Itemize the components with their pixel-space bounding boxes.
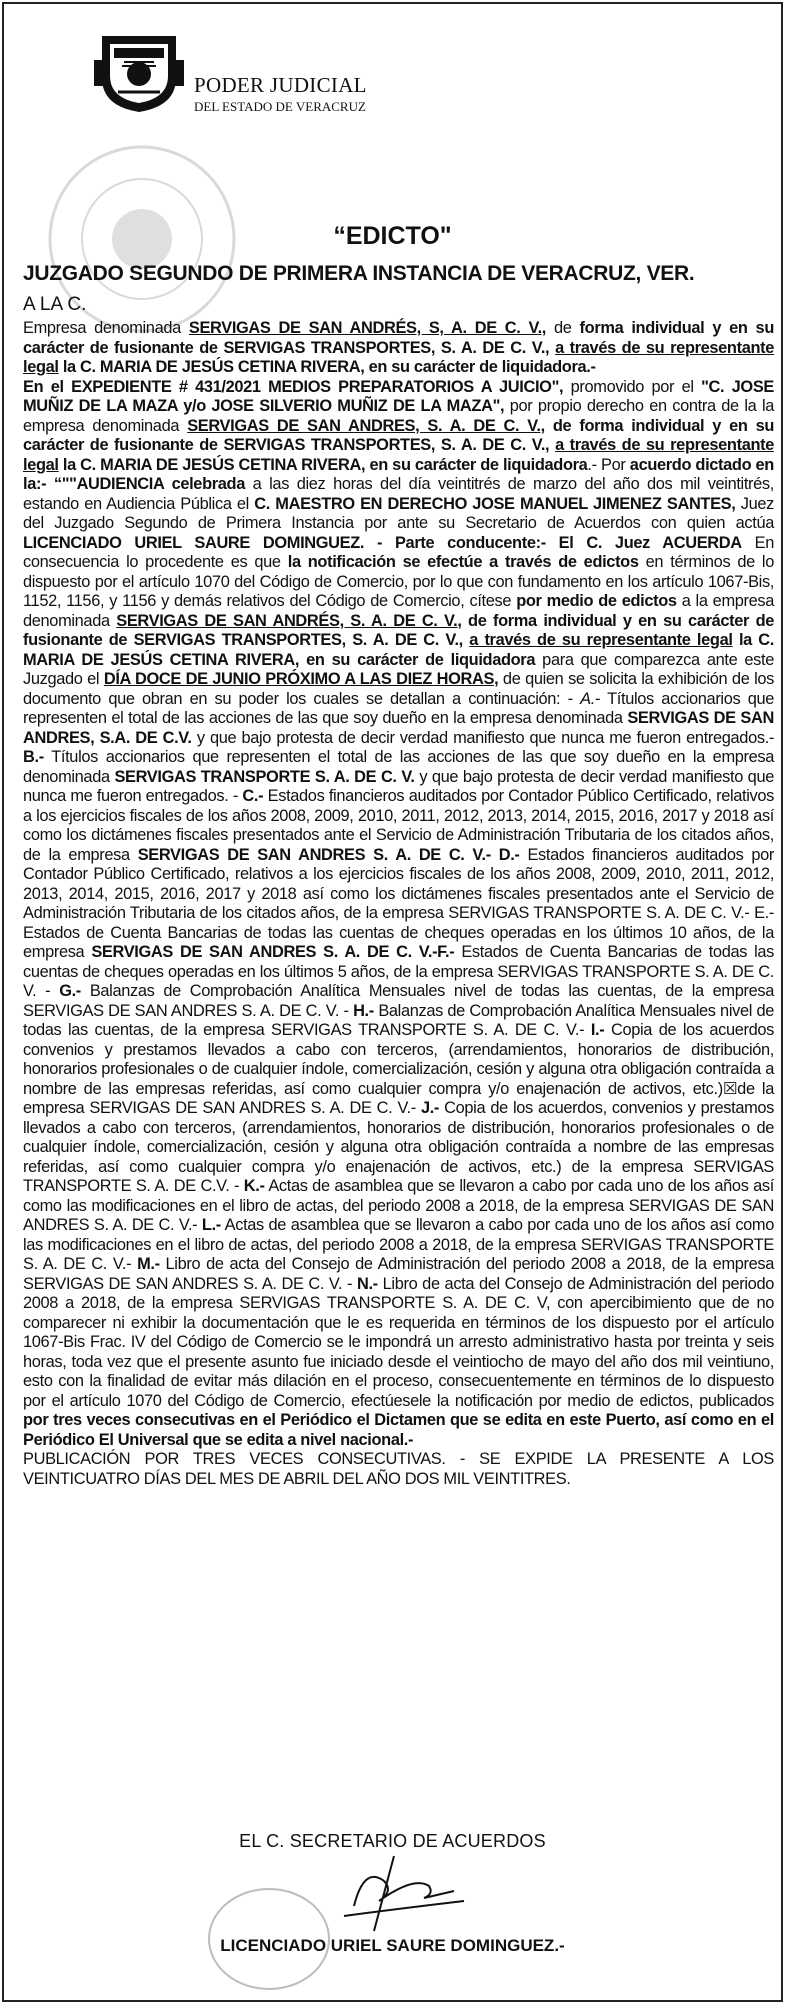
text-run: a la empresa denominada [23,592,774,630]
text-run: Juez del Juzgado Segundo de Primera Instancia por ante su Secretario de Acuerdos con quien actúa [23,494,775,532]
text-run: Títulos accionarios que representen el total de las acciones de las que soy dueño en la empresa denominada [23,748,774,786]
handwritten-signature-icon [334,1846,474,1936]
text-run: M.- [137,1255,160,1273]
text-run: en términos de lo dispuesto por el artículo 1070 del Código de Comercio, por lo que con fundamento en los artículo 1067-Bis, 1152, 1156, y 1156 y demás relativos del Código de Comercio, cítese [23,553,774,610]
text-run: de quien se solicita la exhibición de los documento que obran en su poder los cuales se detallan a continuación: - [23,670,774,708]
text-run: LICENCIADO URIEL SAURE DOMINGUEZ. - Parte conducente:- El C. Juez ACUERDA [23,533,742,552]
text-run: acuerdo dictado en la:- “""AUDIENCIA celebrada [23,455,774,493]
signature-title: EL C. SECRETARIO DE ACUERDOS [239,1831,546,1851]
text-run: N.- [356,1274,378,1293]
text-run: por tres veces consecutivas en el Periódico el Dictamen que se edita en este Puerto, así como en el Periódico El Universal que se edita a nivel nacional.- [23,1411,774,1449]
paragraph-publication: PUBLICACIÓN POR TRES VECES CONSECUTIVAS. - SE EXPIDE LA PRESENTE A LOS VEINTICUATRO DÍAS DEL MES DE ABRIL DEL AÑO DOS MIL VEINTITRES. [23,1450,774,1488]
text-run: Estados financieros auditados por Contador Público Certificado, relativos a los ejercicios fiscales de los años 2008, 2009, 2010, 2011, 2012, 2013, 2014, 2015, 2016, 2017 y 2018 así como los dictámenes fiscales presentados ante el Servicio de Administración Tributaria de los citados años, de la empresa SERVIGAS TRANSPORTE S. A. DE C. V.- E.- Estados de Cuenta Bancarias de todas las cuentas de cheques operadas en los últimos 10 años, de la empresa [23,845,774,961]
text-run: Estados financieros auditados por Contador Público Certificado, relativos a los ejercicios fiscales de los años 2008, 2009, 2010, 2011, 2012, 2013, 2014, 2015, 2016, 2017 y 2018 así como los dictámenes fiscales presentados ante el Servicio de Administración Tributaria de los citados años, de la empresa [23,787,774,864]
text-run: de forma individual y en su carácter de fusionante de SERVIGAS TRANSPORTES, S. A. DE C. V., [23,416,775,454]
text-run: .- Por [587,455,630,474]
text-run: para que comparezca ante este Juzgado el [23,650,774,688]
text-run: a través de su representante legal [469,631,733,649]
edict-page [2,2,783,2002]
text-run: la C. MARIA DE JESÚS CETINA RIVERA, en su carácter de liquidadora [23,631,774,669]
text-run: la C. MARIA DE JESÚS CETINA RIVERA, en su carácter de liquidadora [58,455,588,474]
text-run: por medio de edictos [516,592,677,610]
header [94,26,394,116]
text-run: la notificación se efectúe a través de edictos [287,553,639,571]
text-run: Estados de Cuenta Bancarias de todas las cuentas de cheques operadas en los últimos 5 años, de la empresa SERVIGAS TRANSPORTE S. A. DE C. V. - [23,943,774,1000]
text-run: SERVIGAS DE SAN ANDRES, S. A. DE C. V., [187,416,545,435]
text-run: y que bajo protesta de decir verdad manifiesto que nunca me fueron entregados. - [23,767,774,805]
text-run: H.- [353,1001,374,1020]
text-run: Libro de acta del Consejo de Administración del periodo 2008 a 2018, de la empresa SERVIGAS TRANSPORTE S. A. DE C. V, con apercibimiento que de no comparecer ni exhibir la documentación que le es requerida en términos de los dispuesto por el artículo 1067-Bis Frac. IV del Código de Comercio se le impondrá un arresto administrativo hasta por treinta y seis horas, toda vez que el presente asunto fue iniciado desde el veintiocho de mayo del año dos mil veintiuno, esto con la finalidad de evitar más dilación en el proceso, consecuentemente en términos de lo dispuesto por el artículo 1070 del Código de Comercio, efectúesele la notificación por medio de edictos, publicados [23,1274,774,1410]
text-run: DÍA DOCE DE JUNIO PRÓXIMO A LAS DIEZ HORAS, [103,670,499,688]
paragraph-notice [23,319,774,378]
text-run: - Títulos accionarios que representen el total de las acciones de las que soy dueño en la empresa denominada [23,689,775,727]
addressee: A LA C. [23,294,87,315]
text-run: por propio derecho en contra de la la empresa denominada [23,397,774,435]
text-run: En el EXPEDIENTE # 431/2021 MEDIOS PREPARATORIOS A JUICIO", [23,377,564,396]
text-run: J.- [420,1099,440,1117]
text-run: a través de su representante legal [23,436,774,474]
text-run: SERVIGAS DE SAN ANDRES S. A. DE C. V.- D.- [137,845,520,864]
text-run: Empresa denominada [23,319,189,337]
poder-judicial-crest-icon [94,26,184,116]
institution-subtitle: DEL ESTADO DE VERACRUZ [194,99,366,114]
text-run: de forma individual y en su carácter de fusionante de SERVIGAS TRANSPORTES, S. A. DE C. V., [23,611,774,649]
text-run: Actas de asamblea que se llevaron a cabo por cada uno de los años así como las modificaciones en el libro de actas, del periodo 2008 a 2018, de la empresa SERVIGAS DE SAN ANDRES S. A. DE C. V.- [23,1177,774,1234]
text-run: y que bajo protesta de decir verdad manifiesto que nunca me fueron entregados.- [191,728,775,747]
signer-name: LICENCIADO URIEL SAURE DOMINGUEZ.- [220,1936,565,1955]
text-run: a través de su representante legal [23,338,774,376]
text-run: I.- [590,1021,605,1039]
text-run: Copia de los acuerdos convenios y prestamos llevados a cabo con terceros, (arrendamientos, honorarios de distribución, honorarios profesionales o de cualquier índole, comercialización, cesión y alguna otra obligación contraída a nombre de las empresas referidas, así como cualquier compra y/o enajenación de activos, etc.)☒de la empresa SERVIGAS DE SAN ANDRES S. A. DE C. V.- [23,1021,774,1117]
text-run: forma individual y en su carácter de fusionante de SERVIGAS TRANSPORTES, S. A. DE C. V., [23,319,774,357]
text-run: L.- [201,1216,221,1234]
text-run: SERVIGAS DE SAN ANDRES S. A. DE C. V.-F.- [91,943,455,961]
document-title: “EDICTO" [333,222,452,250]
institution-name: PODER JUDICIAL [194,73,367,97]
text-run: Libro de acta del Consejo de Administración del periodo 2008 a 2018, de la empresa SERVIGAS DE SAN ANDRES S. A. DE C. V. - [23,1255,774,1293]
text-run: A. [580,689,595,708]
text-run: "C. JOSE MUÑIZ DE LA MAZA y/o JOSE SILVERIO MUÑIZ DE LA MAZA", [23,377,774,415]
text-run: Balanzas de Comprobación Analítica Mensuales nivel de todas las cuentas, de la empresa SERVIGAS TRANSPORTE S. A. DE C. V.- [23,1001,774,1039]
text-run: K.- [243,1177,265,1195]
text-run: SERVIGAS DE SAN ANDRES, S.A. DE C.V. [23,709,774,747]
text-run: C. MAESTRO EN DERECHO JOSE MANUEL JIMENEZ SANTES, [254,494,736,513]
text-run: a las diez horas del día veintitrés de marzo del año dos mil veintitrés, estando en Audiencia Pública el [23,475,774,513]
text-run: B.- [23,748,44,766]
text-run: Balanzas de Comprobación Analítica Mensuales nivel de todas las cuentas, de la empresa SERVIGAS DE SAN ANDRES S. A. DE C. V. - [23,982,774,1020]
text-run: SERVIGAS DE SAN ANDRÉS, S, A. DE C. V., [188,319,546,337]
text-run: C.- [242,787,264,805]
text-run: promovido por el [563,377,702,396]
text-run: Copia de los acuerdos, convenios y prestamos llevados a cabo con terceros, (arrendamientos, honorarios de distribución, honorarios profesionales o de cualquier índole, comercialización, cesión y alguna otra obligación contraída a nombre de las empresas referidas, así como cualquier compra y/o enajenación de activos, etc.) de la empresa SERVIGAS TRANSPORTE S. A. DE C.V. - [23,1099,775,1195]
text-run: SERVIGAS TRANSPORTE S. A. DE C. V. [114,767,415,786]
text-run: de [546,319,580,337]
paragraph-proceedings [23,378,774,1451]
text-run: SERVIGAS DE SAN ANDRÉS, S. A. DE C. V., [116,611,462,630]
text-run: En consecuencia lo procedente es que [23,533,774,571]
court-name: JUZGADO SEGUNDO DE PRIMERA INSTANCIA DE VERACRUZ, VER. [23,262,695,285]
edict-body [23,319,774,1489]
text-run: la C. MARIA DE JESÚS CETINA RIVERA, en su carácter de liquidadora.- [58,358,596,376]
text-run: G.- [59,982,81,1000]
text-run: Actas de asamblea que se llevaron a cabo por cada uno de los años así como las modificaciones en el libro de actas, del periodo 2008 a 2018, de la empresa SERVIGAS TRANSPORTE S. A. DE C. V.- [23,1216,774,1273]
